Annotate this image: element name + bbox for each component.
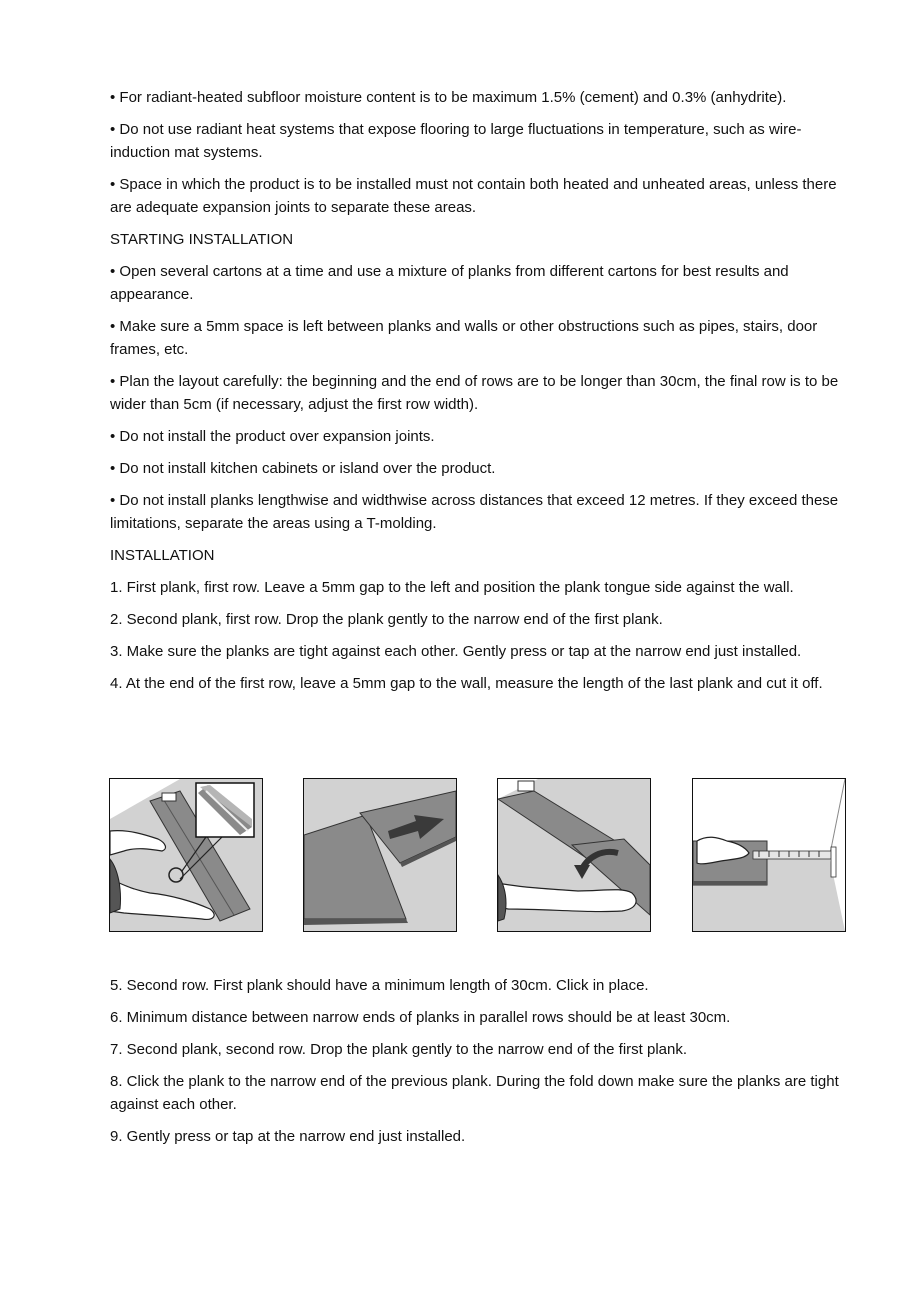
step-9: 9. Gently press or tap at the narrow end just installed. (110, 1128, 466, 1145)
heading-installation: INSTALLATION (110, 547, 215, 564)
installation-figures (109, 778, 847, 932)
plank-drop-illustration (303, 778, 457, 932)
document-body-continued (110, 974, 840, 1157)
step-8: 8. Click the plank to the narrow end of the previous plank. During the fold down make sure the planks are tight against each other. (110, 1073, 839, 1113)
plank-measure-illustration (692, 778, 846, 932)
step-6: 6. Minimum distance between narrow ends of planks in parallel rows should be at least 30cm. (110, 1009, 731, 1026)
bullet-5mm-space: • Make sure a 5mm space is left between planks and walls or other obstructions such as pipes, stairs, door frames, etc. (110, 318, 818, 358)
bullet-kitchen-cabinets: • Do not install kitchen cabinets or island over the product. (110, 460, 496, 477)
document-body (110, 86, 840, 704)
step-4: 4. At the end of the first row, leave a 5mm gap to the wall, measure the length of the last plank and cut it off. (110, 675, 823, 692)
bullet-moisture: • For radiant-heated subfloor moisture content is to be maximum 1.5% (cement) and 0.3% (anhydrite). (110, 89, 787, 106)
bullet-plan-layout: • Plan the layout carefully: the beginning and the end of rows are to be longer than 30cm, the final row is to be wider than 5cm (if necessary, adjust the first row width). (110, 373, 839, 413)
bullet-distances: • Do not install planks lengthwise and widthwise across distances that exceed 12 metres. If they exceed these limitations, separate the areas using a T-molding. (110, 492, 839, 532)
bullet-heated-areas: • Space in which the product is to be installed must not contain both heated and unheated areas, unless there are adequate expansion joints to separate these areas. (110, 176, 837, 216)
step-1: 1. First plank, first row. Leave a 5mm gap to the left and position the plank tongue side against the wall. (110, 579, 794, 596)
step-2: 2. Second plank, first row. Drop the plank gently to the narrow end of the first plank. (110, 611, 663, 628)
step-5: 5. Second row. First plank should have a minimum length of 30cm. Click in place. (110, 977, 649, 994)
bullet-radiant-systems: • Do not use radiant heat systems that expose flooring to large fluctuations in temperature, such as wire-induction mat systems. (110, 121, 802, 161)
bullet-expansion-joints: • Do not install the product over expansion joints. (110, 428, 435, 445)
plank-fold-down-illustration (497, 778, 651, 932)
plank-placement-illustration (109, 778, 263, 932)
heading-starting-installation: STARTING INSTALLATION (110, 231, 294, 248)
step-3: 3. Make sure the planks are tight against each other. Gently press or tap at the narrow end just installed. (110, 643, 802, 660)
bullet-open-cartons: • Open several cartons at a time and use a mixture of planks from different cartons for best results and appearance. (110, 263, 789, 303)
step-7: 7. Second plank, second row. Drop the plank gently to the narrow end of the first plank. (110, 1041, 688, 1058)
